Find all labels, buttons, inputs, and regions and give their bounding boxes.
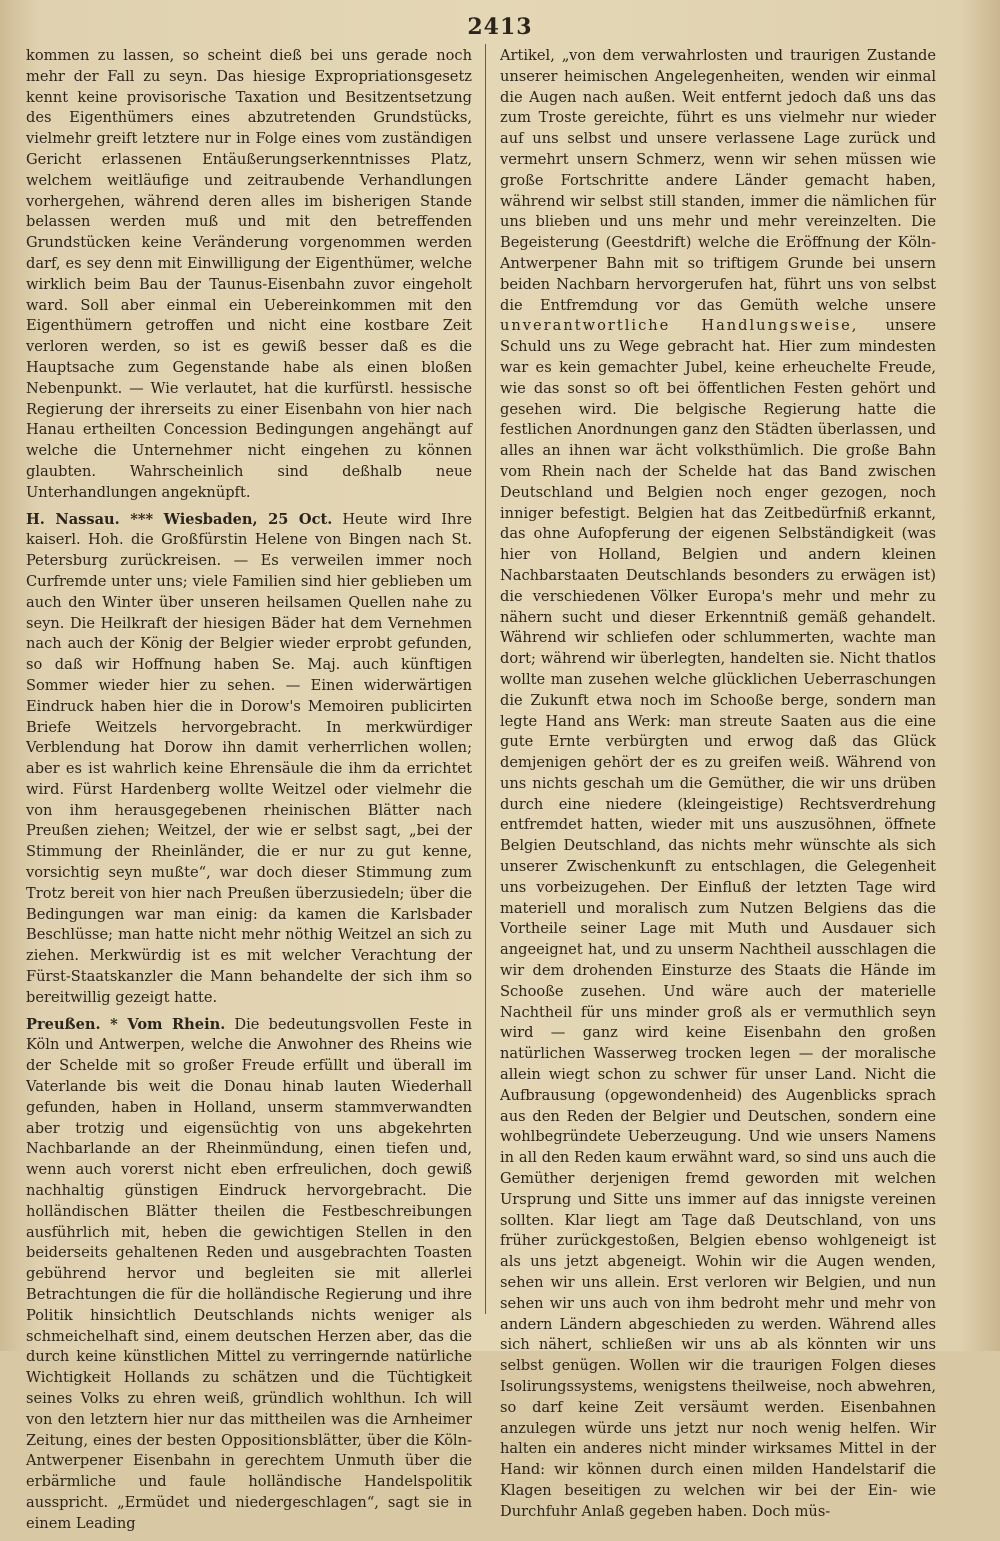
- nassau-body: Heute wird Ihre kaiserl. Hoh. die Großfürstin Helene von Bingen nach St. Petersburg zurückreisen. — Es verweilen immer noch Curfremde unter uns; viele Familien sind hier geblieben um auch den Winter über unseren heilsamen Quellen nahe zu seyn. Die Heilkraft der hiesigen Bäder hat dem Vernehmen nach auch der König der Belgier wieder erprobt gefunden, so daß wir Hoffnung haben Se. Maj. auch künftigen Sommer wieder hier zu sehen. — Einen widerwärtigen Eindruck haben hier die in Dorow's Memoiren publicirten Briefe Weitzels hervorgebracht. In merkwürdiger Verblendung hat Dorow ihn damit verherrlichen wollen; aber es ist wahrlich keine Ehrensäule die ihm da errichtet wird. Fürst Hardenberg wollte Weitzel oder vielmehr die von ihm herausgegebenen rheinischen Blätter nach Preußen ziehen; Weitzel, der wie er selbst sagt, „bei der Stimmung der Rheinländer, die er nur zu gut kenne, vorsichtig seyn mußte“, war doch dieser Stimmung zum Trotz bereit von hier nach Preußen überzusiedeln; über die Bedingungen war man einig: da kamen die Karlsbader Beschlüsse; man hatte nicht mehr nöthig Weitzel an sich zu ziehen. Merkwürdig ist es mit welcher Verachtung der Fürst-Staatskanzler die Mann behandelte der sich ihm so bereitwillig gezeigt hatte.: [26, 510, 473, 1006]
- right-text-spaced: unverantwortliche Handlungsweise: [500, 317, 852, 335]
- left-column: [26, 46, 472, 1541]
- right-paragraph-article: [500, 46, 936, 1523]
- nassau-dateline: H. Nassau. *** Wiesbaden, 25 Oct.: [26, 510, 333, 528]
- left-paragraph-expropriation: kommen zu lassen, so scheint dieß bei uns gerade noch mehr der Fall zu seyn. Das hiesige Expropriationsgesetz kennt keine provisorische Taxation und Besitzentsetzung des Eigenthümers eines abzutretenden Grundstücks, vielmehr greift letztere nur in Folge eines vom zuständigen Gericht erlassenen Entäußerungserkenntnisses Platz, welchem weitläufige und zeitraubende Verhandlungen vorhergehen, während deren alles im bisherigen Stande belassen werden muß und mit den betreffenden Grundstücken keine Veränderung vorgenommen werden darf, es sey denn mit Einwilligung der Eigenthümer, welche wirklich beim Bau der Taunus-Eisenbahn zuvor eingeholt ward. Soll aber einmal ein Uebereinkommen mit den Eigenthümern getroffen und nicht eine kostbare Zeit verloren werden, so ist es gewiß besser daß es die Hauptsache zum Gegenstande habe als einen bloßen Nebenpunkt. — Wie verlautet, hat die kurfürstl. hessische Regierung der ihrerseits zu einer Eisenbahn von hier nach Hanau ertheilten Concession Bedingungen angehängt auf welche die Unternehmer nicht eingehen zu können glaubten. Wahrscheinlich sind deßhalb neue Unterhandlungen angeknüpft.: [26, 47, 472, 501]
- page-number: 2413: [467, 14, 533, 40]
- right-column: [500, 46, 936, 1529]
- column-divider: [485, 44, 486, 1314]
- preussen-body: Die bedeutungsvollen Feste in Köln und Antwerpen, welche die Anwohner des Rheins wie der Schelde mit so großer Freude erfüllt und überall im Vaterlande bis weit die Donau hinab lauten Wiederhall gefunden, haben in Holland, unserm stammverwandten aber trotzig und eigensüchtig von uns abgekehrten Nachbarlande an der Rheinmündung, einen tiefen und, wenn auch vorerst nicht eben erfreulichen, doch gewiß nachhaltig günstigen Eindruck hervorgebracht. Die holländischen Blätter theilen die Festbeschreibungen ausführlich mit, heben die gewichtigen Stellen in den beiderseits gehaltenen Reden und ausgebrachten Toasten gebührend hervor und begleiten sie mit allerlei Betrachtungen die für die holländische Regierung und ihre Politik hinsichtlich Deutschlands nichts weniger als schmeichelhaft sind, einem deutschen Herzen aber, das die durch keine künstlichen Mittel zu verringernde natürliche Wichtigkeit Hollands zu schätzen und die Tüchtigkeit seines Volks zu ehren weiß, gründlich wohlthun. Ich will von den letztern hier nur das mittheilen was die Arnheimer Zeitung, eines der besten Oppositionsblätter, über die Köln-Antwerpener Eisenbahn in gerechtem Unmuth über die erbärmliche und faule holländische Handelspolitik ausspricht. „Ermüdet und niedergeschlagen“, sagt sie in einem Leading: [26, 1015, 472, 1532]
- preussen-dateline: Preußen. * Vom Rhein.: [26, 1015, 226, 1033]
- right-text-part2: , unsere Schuld uns zu Wege gebracht hat. Hier zum mindesten war es kein gemachter Jubel, keine erheuchelte Freude, wie das sonst so oft bei öffentlichen Festen gehört und gesehen wird. Die belgische Regierung hatte die festlichen Anordnungen ganz den Städten überlassen, und alles an ihnen war ächt volksthümlich. Die große Bahn vom Rhein nach der Schelde hat das Band zwischen Deutschland und Belgien noch enger gezogen, noch inniger befestigt. Belgien hat das Zeitbedürfniß erkannt, das ohne Aufopferung der eigenen Selbständigkeit (was hier von Holland, Belgien und andern kleinen Nachbarstaaten Deutschlands besonders zu erwägen ist) die verschiedenen Völker Europa's mehr und mehr zu nähern sucht und dieser Erkenntniß gemäß gehandelt. Während wir schliefen oder schlummerten, wachte man dort; während wir überlegten, handelten sie. Nicht thatlos wollte man zusehen welche glücklichen Ueberraschungen die Zukunft etwa noch im Schooße berge, sondern man legte Hand ans Werk: man streute Saaten aus die eine gute Ernte verbürgten und erwog daß das Glück demjenigen gehört der es zu greifen weiß. Während von uns nichts geschah um die Gemüther, die wir uns drüben durch eine niedere (kleingeistige) Rechtsverdrehung entfremdet hatten, wieder mit uns auszusöhnen, öffnete Belgien Deutschland, das nichts mehr wünschte als sich unserer Zwischenkunft zu entschlagen, die Gelegenheit uns vorbeizugehen. Der Einfluß der letzten Tage wird materiell und moralisch zum Nutzen Belgiens das die Vortheile seiner Lage mit Muth und Ausdauer sich angeeignet hat, und zu unserm Nachtheil ausschlagen die wir dem drohenden Einsturze des Staats die Hände im Schooße zusehen. Und wäre auch der materielle Nachtheil für uns minder groß als er vermuthlich seyn wird — ganz wird keine Eisenbahn den großen natürlichen Wasserweg trocken legen — der moralische allein wiegt schon zu schwer für unser Land. Nicht die Aufbrausung (opgewondenheid) des Augenblicks sprach aus den Reden der Belgier und Deutschen, sondern eine wohlbegründete Ueberzeugung. Und wie unsers Namens in all den Reden kaum erwähnt ward, so sind uns auch die Gemüther derjenigen fremd geworden mit welchen Ursprung und Sitte uns immer auf das innigste vereinen sollten. Klar liegt am Tage daß Deutschland, von uns früher zurückgestoßen, Belgien ebenso wohlgeneigt ist als uns jetzt abgeneigt. Wohin wir die Augen wenden, sehen wir uns allein. Erst verloren wir Belgien, und nun sehen wir uns auch von ihm bedroht mehr und mehr von andern Ländern abgeschieden zu werden. Während alles sich nähert, schließen wir uns ab als könnten wir uns selbst genügen. Wollen wir die traurigen Folgen dieses Isolirungssystems, wenigstens theilweise, noch abwehren, so darf keine Zeit versäumt werden. Eisenbahnen anzulegen würde uns jetzt nur noch wenig helfen. Wir halten ein anderes nicht minder wirksames Mittel in der Hand: wir können durch einen milden Handelstarif die Klagen beseitigen zu welchen wir bei der Ein- wie Durchfuhr Anlaß gegeben haben. Doch müs-: [500, 317, 936, 1520]
- right-text-part1: Artikel, „von dem verwahrlosten und traurigen Zustande unserer heimischen Angelegenheiten, wenden wir einmal die Augen nach außen. Weit entfernt jedoch daß uns das zum Troste gereichte, führt es uns vielmehr nur wieder auf uns selbst und unsere verlassene Lage zurück und vermehrt unsern Schmerz, wenn wir sehen müssen wie große Fortschritte andere Länder gemacht haben, während wir selbst still standen, immer die nämlichen für uns blieben und uns mehr und mehr vereinzelten. Die Begeisterung (Geestdrift) welche die Eröffnung der Köln-Antwerpener Bahn mit so triftigem Grunde bei unsern beiden Nachbarn hervorgerufen hat, führt uns von selbst die Entfremdung vor das Gemüth welche unsere: [500, 47, 936, 314]
- left-paragraph-nassau: [26, 510, 472, 1009]
- left-paragraph-preussen: [26, 1015, 472, 1535]
